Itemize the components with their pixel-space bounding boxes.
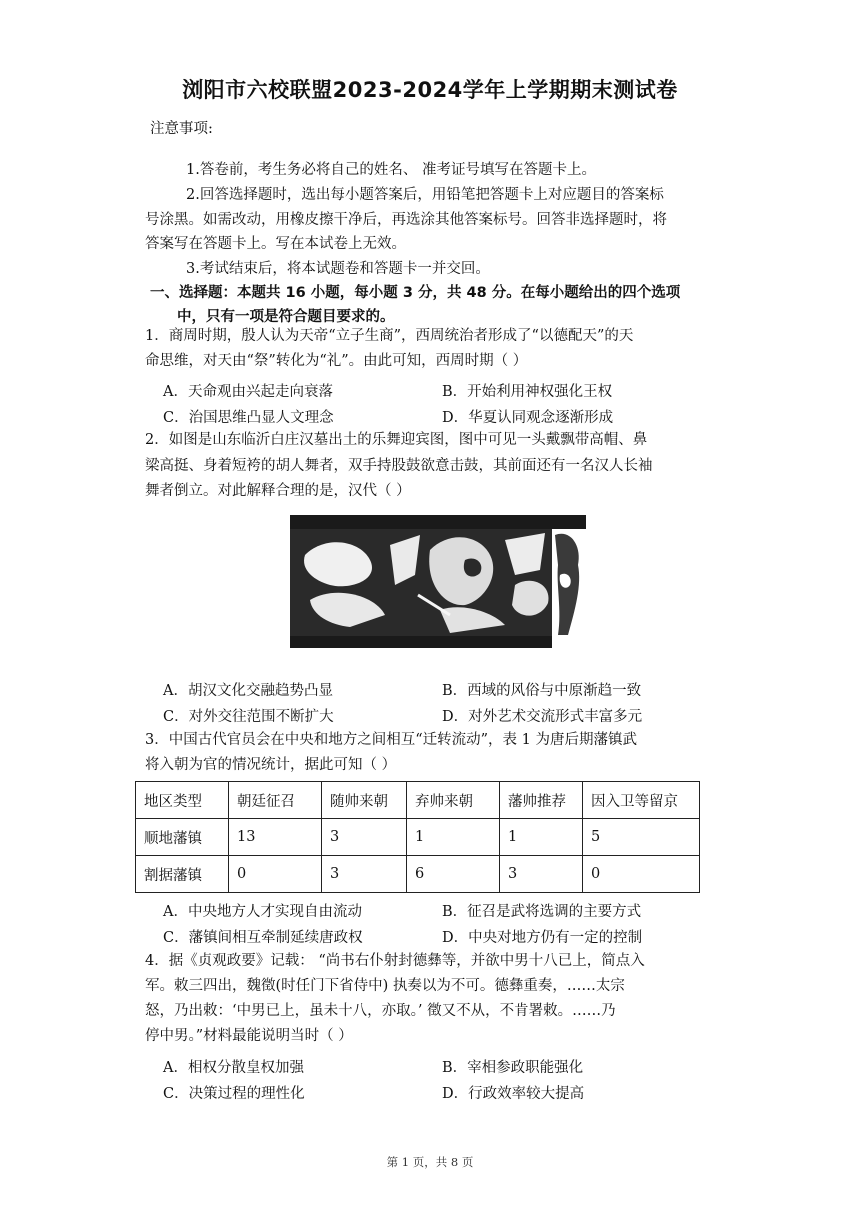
q4-option-a: A．相权分散皇权加强 xyxy=(163,1060,304,1076)
table-header-cell: 弃帅来朝 xyxy=(407,782,500,819)
table-header-cell: 地区类型 xyxy=(136,782,229,819)
table-header-cell: 朝廷征召 xyxy=(229,782,322,819)
q2-option-b: B．西域的风俗与中原渐趋一致 xyxy=(442,683,642,699)
table-row xyxy=(136,856,700,893)
notice-line: 3.考试结束后，将本试题卷和答题卡一并交回。 xyxy=(186,261,490,277)
question-2-text: 梁高挺、身着短袴的胡人舞者，双手持股鼓欲意击鼓，其前面还有一名汉人长袖 xyxy=(145,458,653,474)
section-heading: 一、选择题：本题共 16 小题，每小题 3 分，共 48 分。在每小题给出的四个选项 xyxy=(150,285,681,301)
table-cell: 5 xyxy=(583,819,700,856)
section-heading-cont: 中，只有一项是符合题目要求的。 xyxy=(177,309,395,325)
question-4-text: 停中男。”材料最能说明当时（ ） xyxy=(145,1028,353,1044)
table-row xyxy=(136,819,700,856)
table-header-cell: 藩帅推荐 xyxy=(500,782,583,819)
table-cell: 3 xyxy=(322,819,407,856)
table-cell: 3 xyxy=(500,856,583,893)
question-4-text: 4．据《贞观政要》记载： “尚书右仆射封德彝等，并欲中男十八已上，简点入 xyxy=(145,953,645,969)
notice-heading: 注意事项: xyxy=(150,121,213,137)
table-cell: 3 xyxy=(322,856,407,893)
table-cell: 13 xyxy=(229,819,322,856)
q1-option-d: D．华夏认同观念逐渐形成 xyxy=(442,410,614,426)
q1-option-c: C．治国思维凸显人文理念 xyxy=(163,410,334,426)
page-title: 浏阳市六校联盟2023-2024学年上学期期末测试卷 xyxy=(182,78,678,102)
question-3-text: 3．中国古代官员会在中央和地方之间相互“迁转流动”，表 1 为唐后期藩镇武 xyxy=(145,732,637,748)
question-4-text: 怒，乃出敕：‘中男已上，虽未十八，亦取。’ 徵又不从，不肯署敕。……乃 xyxy=(145,1003,616,1019)
table-cell: 割据藩镇 xyxy=(136,856,229,893)
question-2-text: 2．如图是山东临沂白庄汉墓出土的乐舞迎宾图，图中可见一头戴飘带高帽、鼻 xyxy=(145,432,648,448)
page-footer: 第 1 页，共 8 页 xyxy=(386,1155,474,1169)
data-table xyxy=(135,781,700,893)
table-cell: 0 xyxy=(583,856,700,893)
q2-option-c: C．对外交往范围不断扩大 xyxy=(163,709,334,725)
q4-option-c: C．决策过程的理性化 xyxy=(163,1086,305,1102)
question-2-text: 舞者倒立。对此解释合理的是，汉代（ ） xyxy=(145,483,411,499)
question-1-text: 1．商周时期，殷人认为天帝“立子生商”，西周统治者形成了“以德配天”的天 xyxy=(145,328,634,344)
table-header-row xyxy=(136,782,700,819)
table-header-cell: 因入卫等留京 xyxy=(583,782,700,819)
table-header-cell: 随帅来朝 xyxy=(322,782,407,819)
q3-option-b: B．征召是武将选调的主要方式 xyxy=(442,904,642,920)
notice-line: 号涂黑。如需改动，用橡皮擦干净后，再选涂其他答案标号。回答非选择题时，将 xyxy=(145,212,667,228)
notice-line: 1.答卷前，考生务必将自己的姓名、 准考证号填写在答题卡上。 xyxy=(186,162,596,178)
q4-option-d: D．行政效率较大提高 xyxy=(442,1086,585,1102)
question-3-text: 将入朝为官的情况统计，据此可知（ ） xyxy=(145,757,397,773)
q4-option-b: B．宰相参政职能强化 xyxy=(442,1060,584,1076)
dance-relief-image xyxy=(290,515,586,667)
notice-line: 答案写在答题卡上。写在本试卷上无效。 xyxy=(145,236,406,252)
table-cell: 1 xyxy=(407,819,500,856)
question-4-text: 军。敕三四出，魏徵(时任门下省侍中) 执奏以为不可。德彝重奏，……太宗 xyxy=(145,978,625,994)
table-cell: 6 xyxy=(407,856,500,893)
notice-line: 2.回答选择题时，选出每小题答案后，用铅笔把答题卡上对应题目的答案标 xyxy=(186,187,664,203)
q1-option-a: A．天命观由兴起走向衰落 xyxy=(163,384,333,400)
q2-option-d: D．对外艺术交流形式丰富多元 xyxy=(442,709,643,725)
q3-option-d: D．中央对地方仍有一定的控制 xyxy=(442,930,643,946)
q1-option-b: B．开始利用神权强化王权 xyxy=(442,384,613,400)
q2-option-a: A．胡汉文化交融趋势凸显 xyxy=(163,683,333,699)
q3-option-a: A．中央地方人才实现自由流动 xyxy=(163,904,362,920)
question-1-text: 命思维，对天由“祭”转化为“礼”。由此可知，西周时期（ ） xyxy=(145,353,528,369)
q3-option-c: C．藩镇间相互牵制延续唐政权 xyxy=(163,930,363,946)
table-cell: 0 xyxy=(229,856,322,893)
table-cell: 顺地藩镇 xyxy=(136,819,229,856)
table-cell: 1 xyxy=(500,819,583,856)
